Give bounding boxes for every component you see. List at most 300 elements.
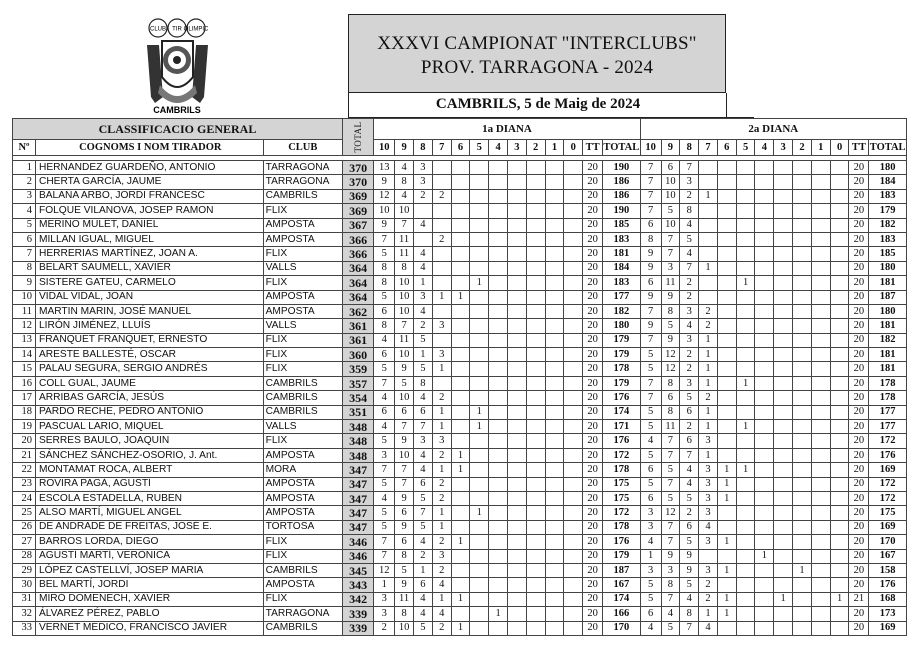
diana-1-count-cell — [451, 261, 470, 275]
diana-2-count-cell: 5 — [640, 362, 661, 376]
diana-2-col-6: 6 — [717, 140, 736, 156]
diana-2-count-cell — [793, 463, 812, 477]
diana-1-count-cell — [545, 391, 564, 405]
diana-1-count-cell — [507, 506, 526, 520]
diana-1-count-cell — [451, 304, 470, 318]
diana-1-count-cell — [545, 607, 564, 621]
diana-2-count-cell: 7 — [661, 448, 680, 462]
diana-1-count-cell: 11 — [395, 592, 414, 606]
diana-1-count-cell — [451, 506, 470, 520]
diana-2-col-2: 2 — [793, 140, 812, 156]
diana-2-tt-cell: 20 — [849, 175, 869, 189]
rank-cell: 2 — [13, 175, 36, 189]
diana-2-count-cell — [811, 520, 830, 534]
diana-1-count-cell — [489, 218, 508, 232]
diana-1-count-cell: 1 — [414, 276, 433, 290]
rank-cell: 29 — [13, 563, 36, 577]
diana-2-count-cell — [736, 607, 755, 621]
diana-2-count-cell — [774, 506, 793, 520]
diana-2-count-cell: 5 — [661, 491, 680, 505]
diana-2-count-cell — [793, 376, 812, 390]
diana-1-count-cell — [507, 348, 526, 362]
diana-1-total-cell: 178 — [603, 463, 641, 477]
diana-1-count-cell — [526, 420, 545, 434]
diana-1-count-cell: 1 — [432, 592, 451, 606]
shooter-name-cell: ARRIBAS GARCÍA, JESÚS — [35, 391, 263, 405]
diana-2-count-cell: 1 — [699, 420, 718, 434]
diana-1-count-cell: 4 — [395, 189, 414, 203]
diana-1-count-cell — [507, 491, 526, 505]
diana-1-total-cell: 179 — [603, 549, 641, 563]
diana-2-count-cell — [774, 247, 793, 261]
shooter-name-cell: VERNET MEDICO, FRANCISCO JAVIER — [35, 621, 263, 635]
diana-1-total-header: TOTAL — [603, 140, 641, 156]
diana-1-count-cell — [489, 276, 508, 290]
diana-1-count-cell: 1 — [432, 405, 451, 419]
table-row — [13, 304, 907, 318]
diana-1-total-cell: 167 — [603, 578, 641, 592]
diana-2-count-cell — [717, 549, 736, 563]
diana-1-count-cell — [470, 563, 489, 577]
diana-2-count-cell: 4 — [680, 319, 699, 333]
diana-1-count-cell — [526, 563, 545, 577]
diana-1-count-cell: 9 — [395, 491, 414, 505]
shooter-name-cell: DE ANDRADE DE FREITAS, JOSÉ E. — [35, 520, 263, 534]
diana-2-count-cell — [736, 405, 755, 419]
diana-1-tt-cell: 20 — [583, 592, 603, 606]
diana-2-count-cell — [774, 448, 793, 462]
diana-2-count-cell — [736, 232, 755, 246]
diana-1-total-cell: 176 — [603, 535, 641, 549]
diana-1-count-cell: 7 — [395, 463, 414, 477]
diana-2-count-cell: 7 — [680, 448, 699, 462]
diana-2-count-cell: 1 — [755, 549, 774, 563]
table-row — [13, 232, 907, 246]
diana-2-col-5: 5 — [736, 140, 755, 156]
diana-1-count-cell — [545, 189, 564, 203]
diana-1-count-cell: 4 — [374, 491, 395, 505]
club-cell: TARRAGONA — [263, 607, 342, 621]
diana-2-count-cell: 7 — [661, 520, 680, 534]
diana-1-count-cell — [507, 535, 526, 549]
diana-2-count-cell: 4 — [680, 592, 699, 606]
diana-2-count-cell: 1 — [717, 477, 736, 491]
diana-1-count-cell: 2 — [432, 232, 451, 246]
diana-2-count-cell — [774, 563, 793, 577]
diana-1-count-cell: 8 — [395, 175, 414, 189]
diana-2-tt-cell: 20 — [849, 563, 869, 577]
diana-1-header: 1a DIANA — [374, 119, 640, 140]
diana-1-count-cell — [545, 204, 564, 218]
diana-2-count-cell — [811, 161, 830, 175]
table-row — [13, 592, 907, 606]
diana-1-count-cell: 3 — [432, 549, 451, 563]
shooter-name-cell: MERINO MULET, DANIEL — [35, 218, 263, 232]
diana-1-count-cell — [451, 348, 470, 362]
diana-1-count-cell: 1 — [451, 535, 470, 549]
diana-1-count-cell — [470, 520, 489, 534]
diana-2-count-cell — [717, 448, 736, 462]
diana-1-count-cell — [451, 549, 470, 563]
diana-2-count-cell — [830, 578, 849, 592]
diana-1-count-cell — [545, 304, 564, 318]
diana-2-count-cell: 2 — [699, 391, 718, 405]
diana-1-count-cell — [489, 621, 508, 635]
diana-1-col-3: 3 — [507, 140, 526, 156]
diana-2-count-cell — [830, 247, 849, 261]
diana-1-count-cell — [451, 276, 470, 290]
subtitle-box — [348, 93, 754, 118]
diana-1-count-cell: 10 — [395, 204, 414, 218]
total-score-cell: 351 — [343, 405, 374, 419]
diana-1-total-cell: 184 — [603, 261, 641, 275]
diana-2-count-cell — [830, 232, 849, 246]
shooter-name-cell: ESCOLA ESTADELLA, RUBEN — [35, 491, 263, 505]
diana-2-count-cell — [793, 261, 812, 275]
logo-name: CAMBRILS — [153, 105, 201, 115]
diana-1-count-cell — [507, 549, 526, 563]
shooter-name-cell: BARROS LORDA, DIEGO — [35, 535, 263, 549]
rank-cell: 16 — [13, 376, 36, 390]
diana-1-total-cell: 183 — [603, 276, 641, 290]
diana-2-count-cell — [736, 491, 755, 505]
diana-1-count-cell: 8 — [374, 276, 395, 290]
diana-1-count-cell: 1 — [470, 506, 489, 520]
diana-2-count-cell — [811, 477, 830, 491]
diana-2-count-cell: 7 — [640, 175, 661, 189]
diana-1-total-cell: 190 — [603, 161, 641, 175]
shooter-name-cell: ROVIRA PAGÀ, AGUSTÍ — [35, 477, 263, 491]
rank-cell: 9 — [13, 276, 36, 290]
diana-1-count-cell — [507, 290, 526, 304]
diana-1-count-cell: 5 — [374, 362, 395, 376]
diana-1-count-cell — [545, 520, 564, 534]
diana-2-count-cell: 6 — [640, 218, 661, 232]
diana-1-tt-cell: 20 — [583, 232, 603, 246]
diana-2-col-7: 7 — [699, 140, 718, 156]
table-row — [13, 218, 907, 232]
diana-2-count-cell — [717, 247, 736, 261]
diana-2-count-cell: 2 — [699, 304, 718, 318]
diana-1-count-cell: 13 — [374, 161, 395, 175]
diana-1-count-cell — [451, 161, 470, 175]
rank-cell: 8 — [13, 261, 36, 275]
diana-1-count-cell — [507, 362, 526, 376]
diana-2-count-cell: 2 — [680, 362, 699, 376]
total-score-cell: 369 — [343, 204, 374, 218]
diana-1-count-cell: 8 — [395, 261, 414, 275]
club-cell: FLIX — [263, 362, 342, 376]
rank-cell: 6 — [13, 232, 36, 246]
table-row — [13, 405, 907, 419]
diana-2-count-cell — [793, 448, 812, 462]
total-score-cell: 366 — [343, 232, 374, 246]
diana-1-count-cell — [451, 477, 470, 491]
total-score-cell: 362 — [343, 304, 374, 318]
diana-1-count-cell: 5 — [414, 621, 433, 635]
diana-2-count-cell — [793, 189, 812, 203]
diana-2-count-cell: 3 — [640, 506, 661, 520]
diana-2-count-cell — [755, 391, 774, 405]
diana-2-count-cell: 1 — [699, 261, 718, 275]
total-score-cell: 346 — [343, 535, 374, 549]
results-table — [12, 118, 907, 636]
diana-2-count-cell — [830, 362, 849, 376]
diana-2-count-cell — [793, 276, 812, 290]
diana-2-count-cell — [830, 175, 849, 189]
table-row — [13, 506, 907, 520]
diana-2-count-cell — [736, 204, 755, 218]
club-cell: CAMBRILS — [263, 391, 342, 405]
diana-2-count-cell — [793, 621, 812, 635]
diana-1-count-cell — [564, 189, 583, 203]
diana-1-count-cell: 10 — [395, 290, 414, 304]
diana-2-count-cell — [699, 175, 718, 189]
diana-1-count-cell — [526, 549, 545, 563]
diana-1-tt-cell: 20 — [583, 535, 603, 549]
diana-1-tt-cell: 20 — [583, 434, 603, 448]
diana-2-count-cell: 3 — [640, 520, 661, 534]
diana-1-count-cell — [564, 463, 583, 477]
table-row — [13, 434, 907, 448]
club-cell: AMPOSTA — [263, 477, 342, 491]
diana-2-count-cell: 1 — [736, 463, 755, 477]
diana-1-count-cell — [507, 232, 526, 246]
diana-1-count-cell — [507, 161, 526, 175]
diana-2-total-cell: 168 — [869, 592, 907, 606]
diana-2-total-cell: 179 — [869, 204, 907, 218]
diana-2-count-cell — [811, 405, 830, 419]
diana-2-header: 2a DIANA — [640, 119, 906, 140]
table-row — [13, 204, 907, 218]
diana-1-count-cell — [489, 304, 508, 318]
table-row — [13, 362, 907, 376]
diana-1-count-cell: 5 — [395, 376, 414, 390]
diana-2-count-cell — [755, 506, 774, 520]
diana-1-count-cell: 7 — [374, 463, 395, 477]
diana-1-total-cell: 176 — [603, 391, 641, 405]
diana-1-tt-cell: 20 — [583, 218, 603, 232]
diana-1-count-cell: 8 — [395, 549, 414, 563]
diana-1-total-cell: 186 — [603, 175, 641, 189]
diana-1-total-cell: 179 — [603, 333, 641, 347]
diana-1-count-cell: 9 — [395, 520, 414, 534]
total-score-cell: 364 — [343, 276, 374, 290]
diana-2-count-cell: 4 — [699, 621, 718, 635]
diana-2-count-cell — [774, 391, 793, 405]
diana-1-count-cell — [507, 405, 526, 419]
diana-2-col-1: 1 — [811, 140, 830, 156]
diana-2-count-cell: 6 — [640, 276, 661, 290]
table-row — [13, 391, 907, 405]
diana-2-count-cell — [774, 319, 793, 333]
diana-2-count-cell — [755, 319, 774, 333]
diana-2-count-cell: 12 — [661, 348, 680, 362]
diana-2-count-cell: 7 — [680, 161, 699, 175]
diana-2-count-cell — [774, 232, 793, 246]
shooter-name-cell: HERRERIAS MARTÍNEZ, JOAN A. — [35, 247, 263, 261]
diana-2-count-cell — [774, 477, 793, 491]
diana-1-count-cell — [526, 405, 545, 419]
diana-2-col-10: 10 — [640, 140, 661, 156]
diana-2-total-cell: 169 — [869, 463, 907, 477]
diana-2-count-cell — [755, 247, 774, 261]
diana-1-count-cell: 12 — [374, 189, 395, 203]
diana-1-count-cell: 7 — [395, 477, 414, 491]
diana-1-count-cell — [545, 290, 564, 304]
diana-2-count-cell — [699, 247, 718, 261]
diana-1-count-cell — [489, 204, 508, 218]
diana-1-count-cell — [489, 290, 508, 304]
diana-1-count-cell — [564, 391, 583, 405]
diana-2-count-cell — [774, 520, 793, 534]
diana-1-count-cell — [470, 204, 489, 218]
diana-2-count-cell — [755, 333, 774, 347]
shooter-name-cell: ALSO MARTÍ, MIGUEL ANGEL — [35, 506, 263, 520]
diana-2-count-cell — [717, 175, 736, 189]
diana-2-count-cell — [774, 491, 793, 505]
diana-1-count-cell: 1 — [432, 420, 451, 434]
diana-2-count-cell — [793, 218, 812, 232]
diana-1-count-cell: 1 — [451, 621, 470, 635]
diana-1-count-cell: 3 — [432, 348, 451, 362]
diana-1-count-cell — [507, 621, 526, 635]
diana-1-count-cell — [526, 463, 545, 477]
diana-2-count-cell — [811, 218, 830, 232]
diana-2-count-cell: 1 — [699, 348, 718, 362]
diana-1-count-cell: 3 — [414, 175, 433, 189]
diana-1-count-cell: 9 — [395, 362, 414, 376]
diana-2-total-cell: 172 — [869, 434, 907, 448]
rank-cell: 27 — [13, 535, 36, 549]
diana-2-count-cell — [793, 592, 812, 606]
club-cell: CAMBRILS — [263, 376, 342, 390]
diana-1-tt-cell: 20 — [583, 204, 603, 218]
diana-2-count-cell: 4 — [680, 247, 699, 261]
table-row — [13, 175, 907, 189]
shooter-name-cell: PARDO RECHE, PEDRO ANTONIO — [35, 405, 263, 419]
diana-2-count-cell — [755, 405, 774, 419]
diana-2-count-cell: 8 — [640, 232, 661, 246]
club-cell: FLIX — [263, 247, 342, 261]
diana-2-count-cell — [830, 420, 849, 434]
total-score-cell: 345 — [343, 563, 374, 577]
diana-2-count-cell — [811, 506, 830, 520]
diana-2-count-cell — [774, 434, 793, 448]
diana-1-count-cell — [526, 319, 545, 333]
diana-1-count-cell — [470, 232, 489, 246]
diana-1-count-cell — [489, 232, 508, 246]
diana-2-count-cell — [736, 563, 755, 577]
diana-2-count-cell — [811, 348, 830, 362]
diana-2-count-cell — [793, 290, 812, 304]
diana-2-count-cell: 4 — [661, 607, 680, 621]
diana-2-count-cell — [811, 376, 830, 390]
diana-2-total-cell: 178 — [869, 391, 907, 405]
diana-1-count-cell: 1 — [432, 290, 451, 304]
diana-2-count-cell: 2 — [699, 319, 718, 333]
diana-2-count-cell: 3 — [680, 333, 699, 347]
diana-2-count-cell — [699, 290, 718, 304]
diana-2-total-cell: 178 — [869, 376, 907, 390]
diana-2-count-cell: 9 — [661, 290, 680, 304]
club-cell: MORA — [263, 463, 342, 477]
diana-2-count-cell — [717, 405, 736, 419]
diana-2-count-cell: 3 — [699, 491, 718, 505]
diana-2-count-cell: 7 — [640, 189, 661, 203]
diana-1-count-cell — [470, 319, 489, 333]
diana-2-count-cell — [830, 319, 849, 333]
diana-1-count-cell — [564, 434, 583, 448]
diana-1-col-1: 1 — [545, 140, 564, 156]
rank-cell: 20 — [13, 434, 36, 448]
diana-2-total-cell: 180 — [869, 261, 907, 275]
diana-1-count-cell — [545, 161, 564, 175]
diana-1-count-cell: 4 — [414, 607, 433, 621]
total-score-cell: 360 — [343, 348, 374, 362]
diana-2-count-cell: 8 — [661, 578, 680, 592]
diana-1-total-cell: 171 — [603, 420, 641, 434]
shooter-name-cell: MONTAMAT ROCA, ALBERT — [35, 463, 263, 477]
diana-2-count-cell — [793, 391, 812, 405]
diana-2-total-cell: 181 — [869, 348, 907, 362]
diana-2-tt-cell: 20 — [849, 304, 869, 318]
diana-2-tt-cell: 20 — [849, 391, 869, 405]
rank-cell: 30 — [13, 578, 36, 592]
diana-2-count-cell — [774, 549, 793, 563]
table-row — [13, 348, 907, 362]
diana-2-count-cell: 11 — [661, 276, 680, 290]
svg-text:CLUB: CLUB — [149, 26, 167, 33]
diana-2-tt-cell: 20 — [849, 520, 869, 534]
diana-1-total-cell: 176 — [603, 434, 641, 448]
diana-2-count-cell: 9 — [640, 319, 661, 333]
diana-2-col-3: 3 — [774, 140, 793, 156]
diana-1-count-cell: 4 — [414, 304, 433, 318]
diana-2-count-cell: 9 — [680, 563, 699, 577]
diana-2-count-cell — [793, 161, 812, 175]
diana-1-count-cell — [451, 607, 470, 621]
diana-2-tt-cell: 20 — [849, 232, 869, 246]
diana-1-count-cell — [564, 376, 583, 390]
diana-2-count-cell: 3 — [699, 535, 718, 549]
diana-1-count-cell: 1 — [451, 290, 470, 304]
diana-1-count-cell — [507, 391, 526, 405]
shooter-name-cell: HERNANDEZ GUARDEÑO, ANTONIO — [35, 161, 263, 175]
shooter-name-cell: VIDAL VIDAL, JOAN — [35, 290, 263, 304]
diana-2-count-cell — [830, 477, 849, 491]
diana-1-count-cell — [564, 405, 583, 419]
diana-1-count-cell — [507, 204, 526, 218]
diana-2-count-cell: 1 — [699, 448, 718, 462]
diana-2-count-cell — [755, 592, 774, 606]
diana-1-count-cell: 5 — [374, 506, 395, 520]
diana-1-count-cell: 4 — [414, 247, 433, 261]
diana-1-count-cell: 3 — [432, 319, 451, 333]
diana-1-count-cell — [451, 391, 470, 405]
diana-1-count-cell: 5 — [414, 491, 433, 505]
diana-2-tt-cell: 20 — [849, 607, 869, 621]
diana-2-tt-cell: 20 — [849, 333, 869, 347]
diana-1-count-cell — [489, 391, 508, 405]
diana-1-count-cell: 10 — [395, 621, 414, 635]
table-row — [13, 319, 907, 333]
diana-1-count-cell — [545, 362, 564, 376]
diana-1-count-cell — [526, 477, 545, 491]
club-logo — [125, 15, 230, 115]
diana-1-count-cell — [526, 247, 545, 261]
diana-1-count-cell — [545, 463, 564, 477]
